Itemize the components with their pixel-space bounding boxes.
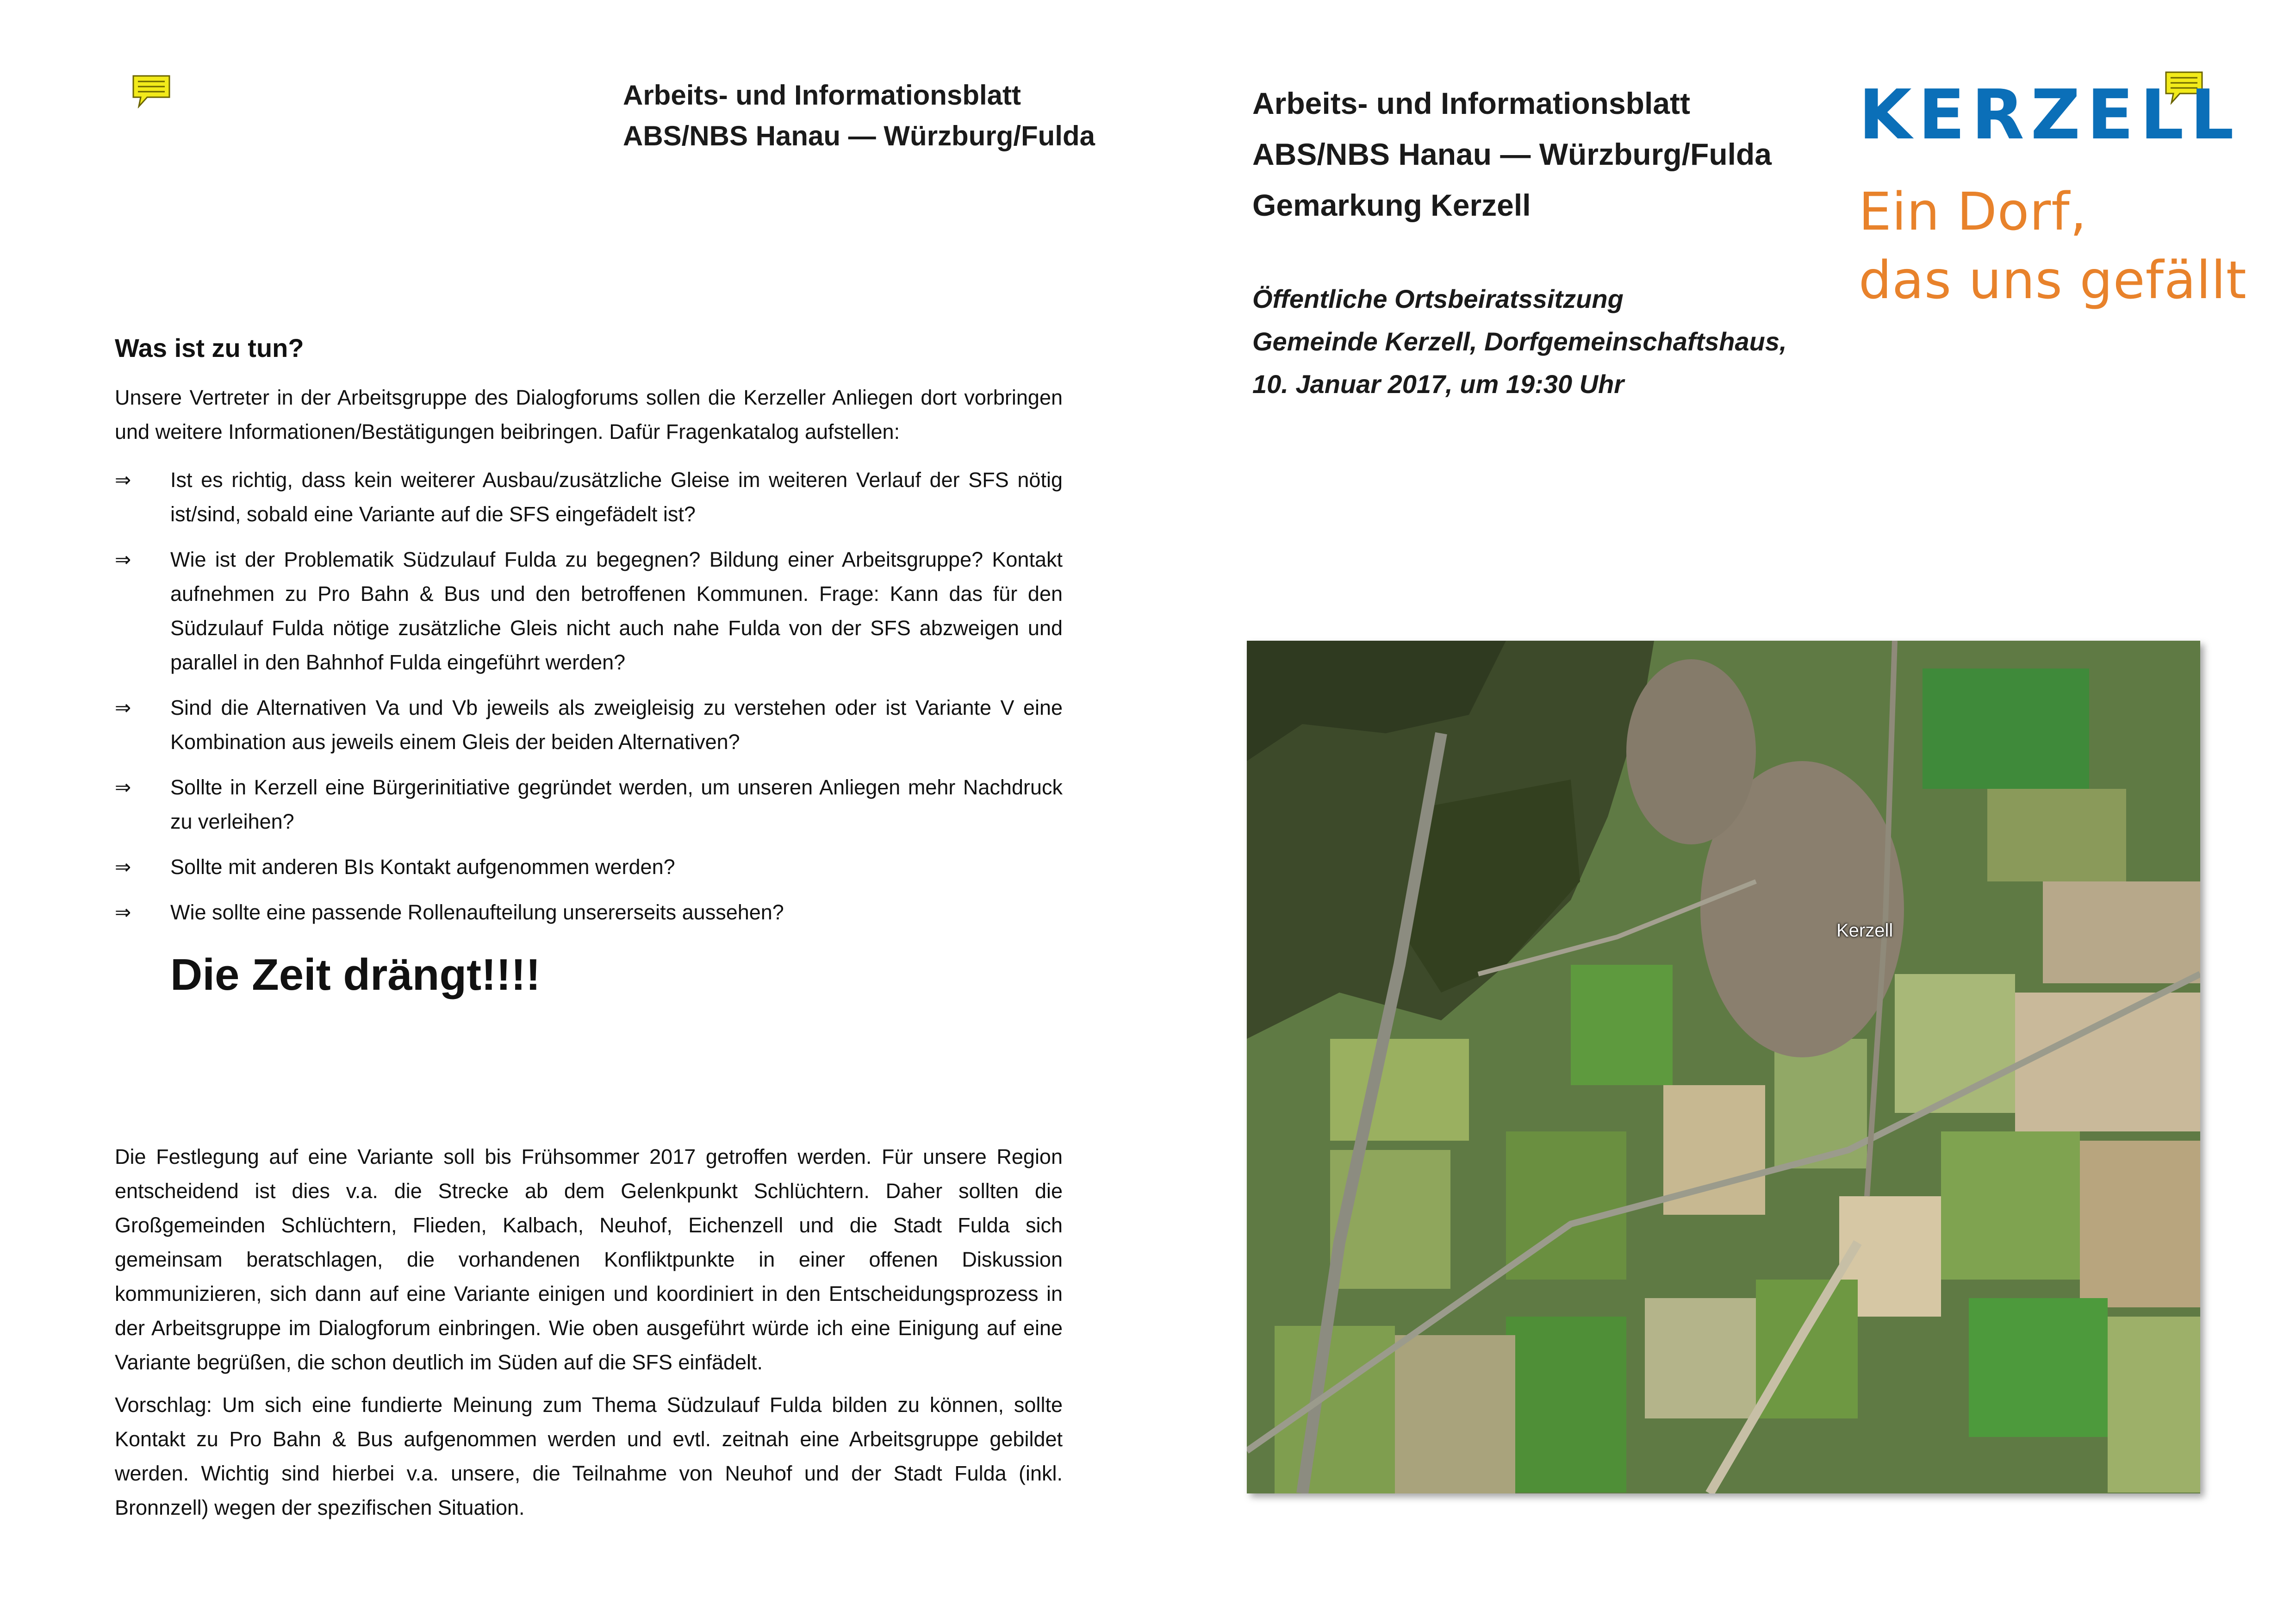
- header-line: Gemarkung Kerzell: [1252, 188, 1531, 222]
- aerial-map-image: [1247, 641, 2200, 1493]
- meeting-line: Gemeinde Kerzell, Dorfgemeinschaftshaus,: [1252, 327, 1787, 356]
- arrow-icon: ⇒: [115, 697, 131, 718]
- arrow-icon: ⇒: [115, 549, 131, 570]
- kerzell-logo: KERZELL: [1859, 75, 2240, 155]
- header-line: ABS/NBS Hanau — Würzburg/Fulda: [1252, 137, 1772, 171]
- question-text: Sollte mit anderen BIs Kontakt aufgenommen werden?: [170, 855, 675, 879]
- meeting-info: [1252, 278, 1787, 406]
- slogan-line: Ein Dorf,: [1859, 182, 2087, 242]
- question-text: Sind die Alternativen Va und Vb jeweils als zweigleisig zu verstehen oder ist Variante V eine Kombination aus jeweils einem Gleis der beiden Alternativen?: [170, 696, 1063, 754]
- paragraph-text: Die Festlegung auf eine Variante soll bis Frühsommer 2017 getroffen werden. Für unsere Region entscheidend ist dies v.a. die Strecke ab dem Gelenkpunkt Schlüchtern. Daher sollten die Großgemeinden Schlüchtern, Flieden, Kalbach, Neuhof, Eichenzell und die Stadt Fulda sich gemeinsam beratschlagen, die vorhandenen Konfliktpunkte in einer offenen Diskussion kommunizieren, sich dann auf eine Variante einigen und koordiniert in den Entscheidungsprozess in der Arbeitsgruppe im Dialogforum einbringen. Wie oben ausgeführt würde ich eine Einigung auf eine Variante begrüßen, die schon deutlich im Süden auf die SFS einfädelt.: [115, 1145, 1063, 1374]
- meeting-line: 10. Januar 2017, um 19:30 Uhr: [1252, 369, 1624, 399]
- map-place-label: Kerzell: [1836, 920, 1893, 941]
- question-text: Sollte in Kerzell eine Bürgerinitiative gegründet werden, um unseren Anliegen mehr Nachdruck zu verleihen?: [170, 775, 1063, 833]
- section-title: Was ist zu tun?: [115, 333, 304, 362]
- arrow-icon: ⇒: [115, 469, 131, 491]
- header-line: ABS/NBS Hanau — Würzburg/Fulda: [623, 120, 1095, 151]
- question-list: [115, 463, 1063, 941]
- list-item: [115, 463, 1063, 531]
- intro-paragraph: Unsere Vertreter in der Arbeitsgruppe des Dialogforums sollen die Kerzeller Anliegen dort vorbringen und weitere Informationen/Bestätigungen beibringen. Dafür Fragenkatalog aufstellen:: [115, 386, 1063, 443]
- aerial-map-graphic: [1247, 641, 2200, 1493]
- question-text: Wie ist der Problematik Südzulauf Fulda zu begegnen? Bildung einer Arbeitsgruppe? Kontakt aufnehmen zu Pro Bahn & Bus und den betroffenen Kommunen. Frage: Kann das für den Südzulauf Fulda nötige zusätzliche Gleis nicht auch nahe Fulda von der SFS abzweigen und parallel in den Bahnhof Fulda eingeführt werden?: [170, 548, 1063, 674]
- header-line: Arbeits- und Informationsblatt: [623, 80, 1021, 111]
- urgent-heading: Die Zeit drängt!!!!: [170, 950, 541, 999]
- paragraph-text: Vorschlag: Um sich eine fundierte Meinung zum Thema Südzulauf Fulda bilden zu können, sollte Kontakt zu Pro Bahn & Bus aufgenommen werden und evtl. zeitnah eine Arbeitsgruppe gebildet werden. Wichtig sind hierbei v.a. unsere, die Teilnahme von Neuhof und der Stadt Fulda (inkl. Bronnzell) wegen der spezifischen Situation.: [115, 1393, 1063, 1519]
- slogan-line: das uns gefällt: [1859, 250, 2247, 311]
- header-line: Arbeits- und Informationsblatt: [1252, 86, 1690, 120]
- question-text: Wie sollte eine passende Rollenaufteilung unsererseits aussehen?: [170, 900, 784, 924]
- proposal-paragraph: [115, 1388, 1063, 1525]
- list-item: [115, 895, 1063, 930]
- question-text: Ist es richtig, dass kein weiterer Ausbau/zusätzliche Gleise im weiteren Verlauf der SFS nötig ist/sind, sobald eine Variante auf die SFS eingefädelt ist?: [170, 468, 1063, 526]
- left-page-header: [623, 75, 1095, 156]
- decision-paragraph: [115, 1140, 1063, 1380]
- list-item: [115, 850, 1063, 884]
- right-page-header: [1252, 78, 1772, 231]
- arrow-icon: ⇒: [115, 901, 131, 923]
- list-item: [115, 691, 1063, 759]
- list-item: [115, 543, 1063, 680]
- arrow-icon: ⇒: [115, 856, 131, 878]
- meeting-line: Öffentliche Ortsbeiratssitzung: [1252, 284, 1624, 313]
- comment-icon[interactable]: [131, 74, 171, 108]
- list-item: [115, 770, 1063, 839]
- slogan: [1859, 178, 2247, 315]
- arrow-icon: ⇒: [115, 776, 131, 798]
